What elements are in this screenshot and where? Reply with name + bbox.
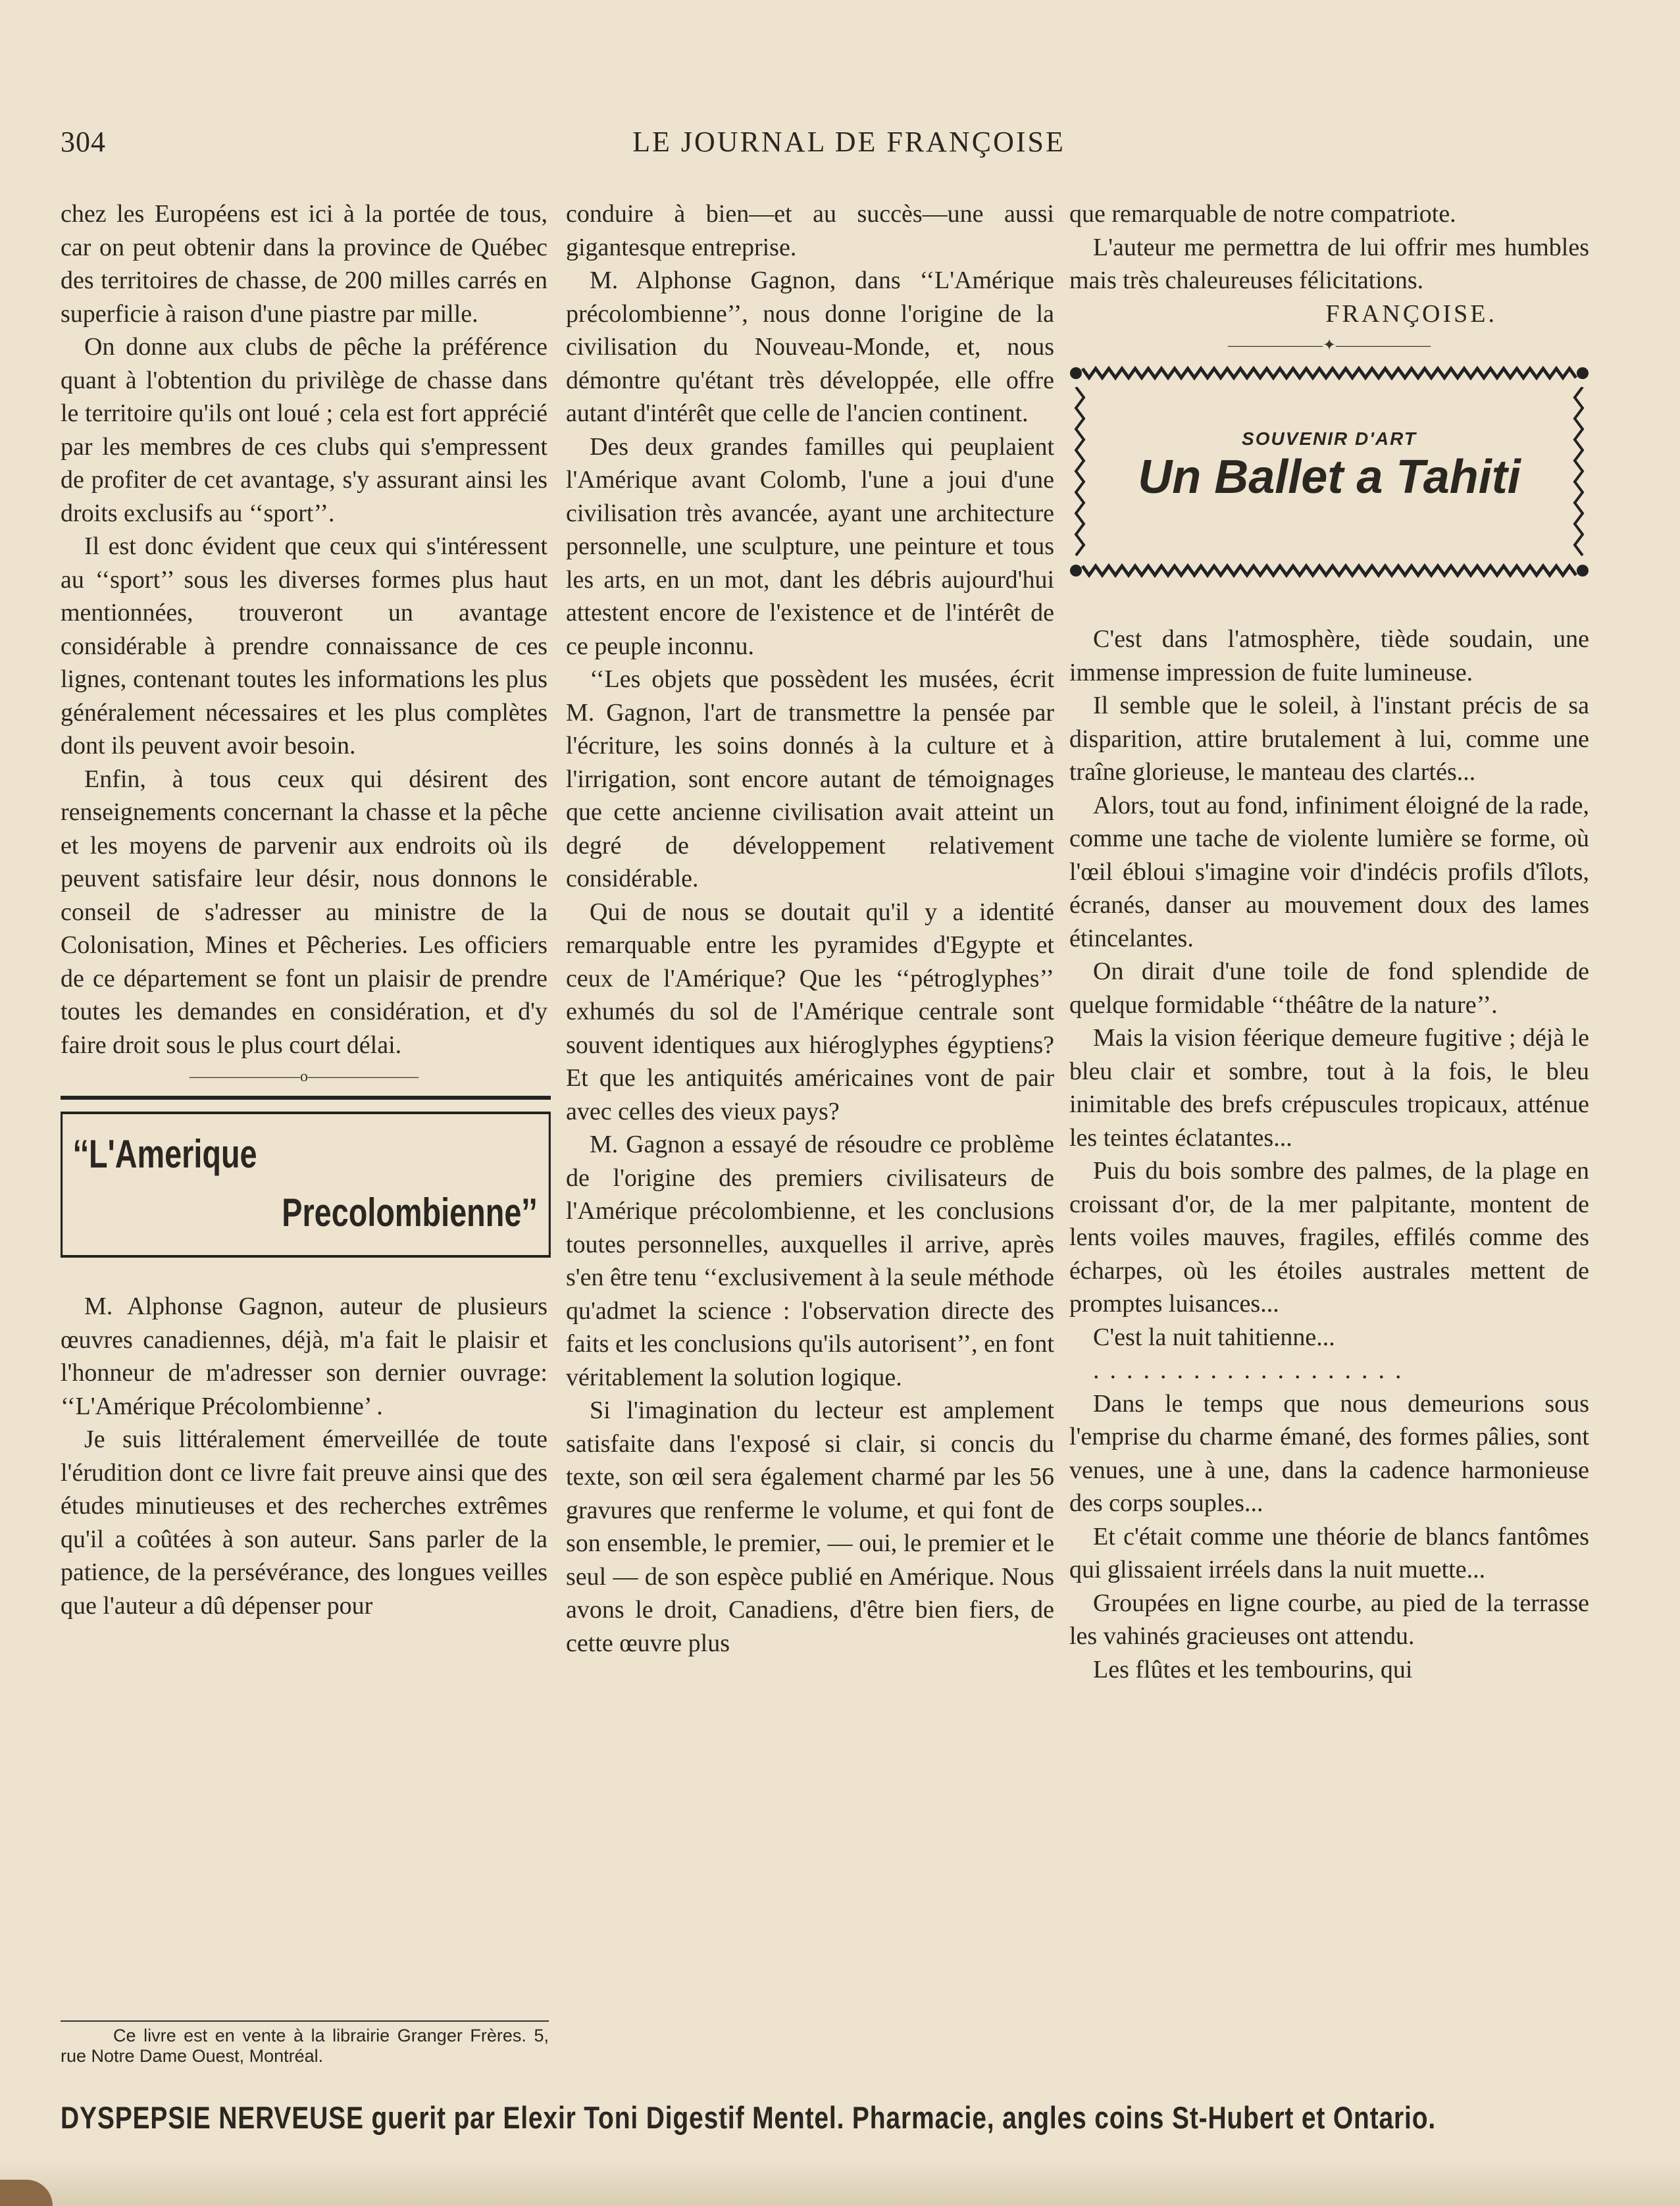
col3-paragraph-11: Et c'était comme une théorie de blancs fantômes qui glissaient irréels dans la nuit muette... — [1069, 1522, 1589, 1583]
col3-paragraph-10: Dans le temps que nous demeurions sous l'emprise du charme émané, des formes pâlies, sont venues, une à une, dans la cadence harmonieuse des corps souples... — [1069, 1389, 1589, 1517]
col3-paragraph-3: C'est dans l'atmosphère, tiède soudain, une immense impression de fuite lumineuse. — [1069, 625, 1589, 686]
column-2 — [566, 197, 1054, 1660]
col3-paragraph-9: C'est la nuit tahitienne... — [1093, 1323, 1335, 1351]
article-title-box — [61, 1096, 551, 1270]
col2-paragraph-4: ‘‘Les objets que possèdent les musées, écrit M. Gagnon, l'art de transmettre la pensée par l'écriture, les soins donnés à la culture et à l'irrigation, sont encore autant de témoignages que cette ancienne civilisation avait atteint un degré de développement relativement considérable. — [566, 665, 1054, 892]
col1-paragraph-5: M. Alphonse Gagnon, auteur de plusieurs œuvres canadiennes, déjà, m'a fait le plaisir et l'honneur de m'adresser son dernier ouvrage: ‘‘L'Amérique Précolombienne’ . — [61, 1293, 547, 1420]
col3-paragraph-1: que remarquable de notre compatriote. — [1069, 200, 1456, 228]
col3-paragraph-13: Les flûtes et les tembourins, qui — [1093, 1655, 1413, 1683]
col3-paragraph-8: Puis du bois sombre des palmes, de la plage en croissant d'or, de la mer palpitante, montent de lents voiles mauves, fragiles, effilés comme des écharpes, où les étoiles australes mettent de promptes luisances... — [1069, 1157, 1589, 1318]
col2-paragraph-3: Des deux grandes familles qui peuplaient l'Amérique avant Colomb, l'une a joui d'une civilisation très avancée, ayant une architecture personnelle, une sculpture, une peinture et tous les arts, en un mot, dant les débris aujourd'hui attestent encore de l'existence et de l'intérêt de ce peuple inconnu. — [566, 432, 1054, 660]
col2-paragraph-7: Si l'imagination du lecteur est amplement satisfaite dans l'exposé si clair, si concis du texte, son œil sera également charmé par les 56 gravures que renferme le volume, et qui font de son ensemble, le premier, — oui, le premier et le seul — de son espèce publié en Amérique. Nous avons le droit, Canadiens, d'être bien fiers, de cette œuvre plus — [566, 1397, 1054, 1657]
col3-paragraph-7: Mais la vision féerique demeure fugitive ; déjà le bleu clair et sombre, tout à la fois, le bleu inimitable des brefs crépuscules tropicaux, atténue les teintes éclatantes... — [1069, 1024, 1589, 1152]
running-head: LE JOURNAL DE FRANÇOISE — [632, 126, 1065, 158]
column-1 — [61, 197, 547, 1622]
advertisement-line: DYSPEPSIE NERVEUSE guerit par Elexir Toni Digestif Mentel. Pharmacie, angles coins St-Hubert et Ontario. — [61, 2100, 1437, 2135]
col2-paragraph-5: Qui de nous se doutait qu'il y a identité remarquable entre les pyramides d'Egypte et ceux de l'Amérique? Que les ‘‘pétroglyphes’’ exhumés du sol de l'Amérique centrale sont souvent identiques aux hiéroglyphes égyptiens? Et que les antiquités américaines vont de pair avec celles des vieux pays? — [566, 898, 1054, 1125]
article-title-line-2: Precolombienne’’ — [282, 1191, 538, 1235]
article-title-line-1: ‘‘L'Amerique — [72, 1132, 257, 1176]
col2-paragraph-6: M. Gagnon a essayé de résoudre ce problème de l'origine des premiers civilisateurs de l'Amérique précolombienne, et les conclusions toutes personnelles, auxquelles il arrive, après s'en être tenu ‘‘exclusivement à la seule méthode qu'admet la science : l'observation directe des faits et les conclusions qu'ils autorisent’’, en font véritablement la solution logique. — [566, 1131, 1054, 1391]
article-title-frame — [61, 1112, 551, 1258]
zigzag-border-top — [1069, 363, 1589, 383]
section-divider: ———————o——————— — [190, 1068, 419, 1085]
author-signature: FRANÇOISE. — [1325, 299, 1497, 328]
col3-paragraph-6: On dirait d'une toile de fond splendide de quelque formidable ‘‘théâtre de la nature’’. — [1069, 958, 1589, 1019]
col2-paragraph-2: M. Alphonse Gagnon, dans ‘‘L'Amérique précolombienne’’, nous donne l'origine de la civilisation du Nouveau-Monde, et, nous démontre qu'étant très développée, elle offre autant d'intérêt que celle de l'ancien continent. — [566, 267, 1054, 427]
col3-paragraph-12: Groupées en ligne courbe, au pied de la terrasse les vahinés gracieuses ont attendu. — [1069, 1589, 1589, 1650]
ellipsis-separator: ................... — [1093, 1356, 1412, 1384]
col1-paragraph-4: Enfin, à tous ceux qui désirent des renseignements concernant la chasse et la pêche et les moyens de parvenir aux endroits où ils peuvent satisfaire leur désir, nous donnons le conseil de s'adresser au ministre de la Colonisation, Mines et Pêcheries. Les officiers de ce département se font un plaisir de prendre toutes les demandes en considération, et d'y faire droit sous le plus court délai. — [61, 765, 547, 1059]
article-kicker: SOUVENIR D'ART — [1242, 428, 1417, 449]
footnote-rule — [61, 2020, 549, 2022]
zigzag-border-bottom — [1069, 561, 1589, 580]
column-3 — [1069, 197, 1589, 1686]
page-bottom-shadow — [0, 2160, 1680, 2206]
col3-paragraph-5: Alors, tout au fond, infiniment éloigné de la rade, comme une tache de violente lumière se forme, où l'œil ébloui s'imagine voir d'indécis profils d'îlots, écranés, danser au mouvement doux des lames étincelantes. — [1069, 791, 1589, 952]
col3-paragraph-4: Il semble que le soleil, à l'instant précis de sa disparition, attire brutalement à lui, comme une traîne glorieuse, le manteau des clartés... — [1069, 692, 1589, 786]
col1-paragraph-6: Je suis littéralement émerveillée de toute l'érudition dont ce livre fait preuve ainsi que des études minutieuses et des recherches extrêmes qu'il a coûtées à son auteur. Sans parler de la patience, de la persévérance, des longues veilles que l'auteur a dû dépenser pour — [61, 1425, 547, 1620]
section-divider: ——————✦—————— — [1227, 337, 1431, 354]
page-number: 304 — [61, 126, 106, 158]
col1-paragraph-2: On donne aux clubs de pêche la préférence quant à l'obtention du privilège de chasse dans le territoire qu'ils ont loué ; cela est fort apprécié par les membres de ces clubs qui s'empressent de profiter de cet avantage, s'y assurant ainsi les droits exclusifs au ‘‘sport’’. — [61, 333, 547, 527]
article-title: Un Ballet a Tahiti — [1138, 451, 1521, 503]
ballet-title-box — [1069, 363, 1589, 587]
footnote: Ce livre est en vente à la librairie Granger Frères. 5, rue Notre Dame Ouest, Montréal. — [61, 2026, 549, 2066]
col1-paragraph-3: Il est donc évident que ceux qui s'intéressent au ‘‘sport’’ sous les diverses formes plus haut mentionnées, trouveront un avantage considérable à prendre connaissance de ces lignes, contenant toutes les informations les plus généralement nécessaires et les plus complètes dont ils peuvent avoir besoin. — [61, 532, 547, 759]
col1-paragraph-1: chez les Européens est ici à la portée de tous, car on peut obtenir dans la province de Québec des territoires de chasse, de 200 milles carrés en superficie à raison d'une piastre par mille. — [61, 200, 547, 328]
col3-paragraph-2: L'auteur me permettra de lui offrir mes humbles mais très chaleureuses félicitations. — [1069, 233, 1589, 294]
col2-paragraph-1: conduire à bien—et au succès—une aussi gigantesque entreprise. — [566, 200, 1054, 261]
